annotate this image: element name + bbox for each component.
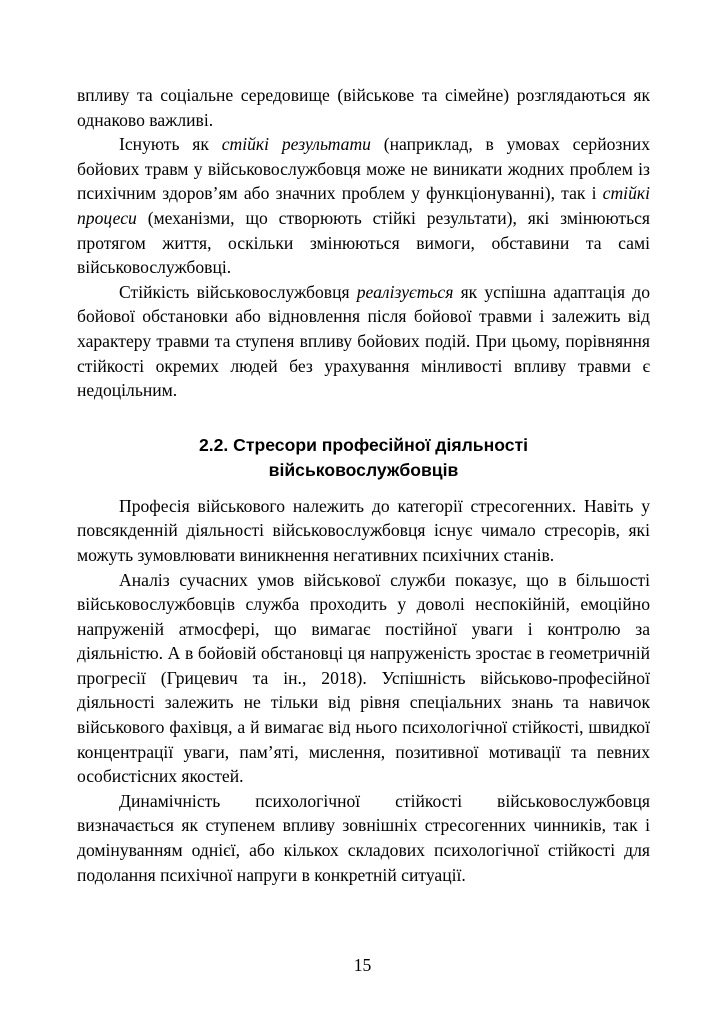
italic-term-stable-processes: стійкі процеси xyxy=(77,183,650,228)
paragraph-analysis: Аналіз сучасних умов військової служби показує, що в більшості військовослужбовців служба проходить у доволі неспокійній, емоційно напруженій атмосфері, що вимагає постійної уваги і контролю за діяльністю. А в бойовій обстановці ця напруженість зростає в геометричній прогресії (Грицевич та ін., 2018). Успішність військово-професійної діяльності залежить не тільки від рівня спеціальних знань та навичок військового фахівця, а й вимагає від нього психологічної стійкості, швидкої концентрації уваги, пам’яті, мислення, позитивної мотивації та певних особистісних якостей. xyxy=(77,569,650,787)
page-number: 15 xyxy=(353,955,372,975)
paragraph-profession: Професія військового належить до категорії стресогенних. Навіть у повсякденній діяльності військовослужбовця існує чимало стресорів, які можуть зумовлювати виникнення негативних психічних станів. xyxy=(77,495,650,565)
italic-term-realized: реалізується xyxy=(356,281,454,302)
paragraph-text: як успішна адаптація до бойової обстановки або відновлення після бойової травми і залежить від характеру травми та ступеня впливу бойових подій. При цьому, порівняння стійкості окремих людей без урахування мінливості впливу травми є недоцільним. xyxy=(77,281,650,401)
paragraph-continuation: впливу та соціальне середовище (військове та сімейне) розглядаються як однаково важливі. xyxy=(77,85,650,130)
paragraph-stable-results xyxy=(77,132,650,280)
section-heading-line-1: 2.2. Стресори професійної діяльності xyxy=(198,434,529,455)
paragraph-resilience xyxy=(77,280,650,403)
document-page xyxy=(77,83,650,887)
paragraph-text: Існують як xyxy=(119,134,222,155)
italic-term-stable-results: стійкі результати xyxy=(221,134,371,155)
section-heading xyxy=(77,433,650,483)
paragraph-text: (наприклад, в умовах серйозних бойових травм у військовослужбовця може не виникати жодних проблем із психічним здоров’ям або значних проблем у функціонуванні), так і xyxy=(77,134,650,204)
paragraph-dynamics: Динамічність психологічної стійкості військовослужбовця визначається як ступенем впливу зовнішніх стресогенних чинників, так і домінуванням однієї, або кількох складових психологічної стійкості для подолання психічної напруги в конкретній ситуації. xyxy=(77,790,650,885)
paragraph-text: (механізми, що створюють стійкі результати), які змінюються протягом життя, оскільки змінюються вимоги, обставини та самі військовослужбовці. xyxy=(77,207,650,278)
paragraph-text: Стійкість військовослужбовця xyxy=(119,281,357,302)
section-heading-line-2: військовослужбовців xyxy=(268,459,459,480)
